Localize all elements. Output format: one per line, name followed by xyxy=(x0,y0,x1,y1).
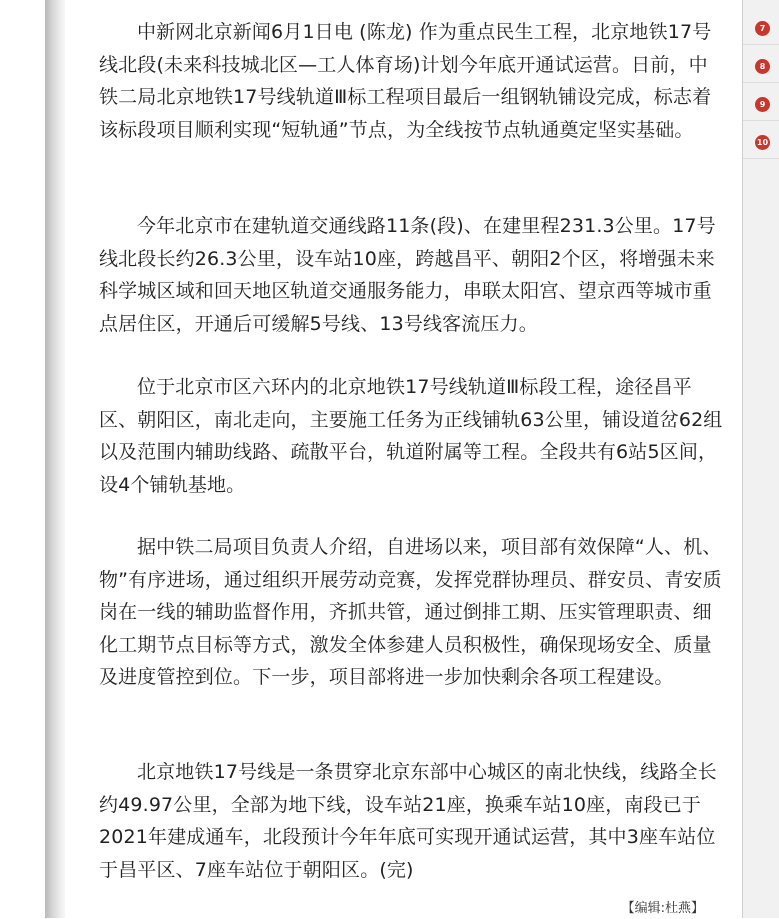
rail-item-10[interactable] xyxy=(743,128,779,159)
left-gutter xyxy=(0,0,45,918)
paragraph-3: 位于北京市区六环内的北京地铁17号线轨道Ⅲ标段工程，途径昌平区、朝阳区，南北走向，主要施工任务为正线铺轨63公里，铺设道岔62组以及范围内辅助线路、疏散平台，轨道附属等工程。全段共有6站5区间，设4个铺轨基地。 xyxy=(99,376,723,496)
page-shadow xyxy=(45,0,65,918)
rail-item-8[interactable] xyxy=(743,52,779,83)
rail-badge: 10 xyxy=(755,135,770,150)
paragraph-4: 据中铁二局项目负责人介绍，自进场以来，项目部有效保障“人、机、物”有序进场，通过组织开展劳动竞赛，发挥党群协理员、群安员、青安质岗在一线的辅助监督作用，齐抓共管，通过倒排工期、压实管理职责、细化工期节点目标等方式，激发全体参建人员积极性，确保现场安全、质量及进度管控到位。下一步，项目部将进一步加快剩余各项工程建设。 xyxy=(99,536,722,689)
rail-item-7[interactable] xyxy=(743,14,779,45)
paragraph-5: 北京地铁17号线是一条贯穿北京东部中心城区的南北快线，线路全长约49.97公里，全部为地下线，设车站21座，换乘车站10座，南段已于2021年建成通车，北段预计今年年底可实现开通试运营，其中3座车站位于昌平区、7座车站位于朝阳区。(完) xyxy=(99,761,717,881)
paragraph-1: 中新网北京新闻6月1日电 (陈龙) 作为重点民生工程，北京地铁17号线北段(未来科技城北区—工人体育场)计划今年底开通试运营。日前，中铁二局北京地铁17号线轨道Ⅲ标工程项目最后一组钢轨铺设完成，标志着该标段项目顺利实现“短轨通”节点，为全线按节点轨通奠定坚实基础。 xyxy=(99,21,712,141)
rail-item-9[interactable] xyxy=(743,90,779,121)
right-rail xyxy=(742,0,779,918)
paragraph-2: 今年北京市在建轨道交通线路11条(段)、在建里程231.3公里。17号线北段长约26.3公里，设车站10座，跨越昌平、朝阳2个区，将增强未来科学城区域和回天地区轨道交通服务能力，串联太阳宫、望京西等城市重点居住区，开通后可缓解5号线、13号线客流压力。 xyxy=(99,215,716,335)
rail-badge: 7 xyxy=(755,21,770,36)
editor-credit: 【编辑:杜燕】 xyxy=(621,901,704,916)
article-body xyxy=(65,0,742,918)
rail-badge: 8 xyxy=(755,59,770,74)
rail-badge: 9 xyxy=(755,97,770,112)
